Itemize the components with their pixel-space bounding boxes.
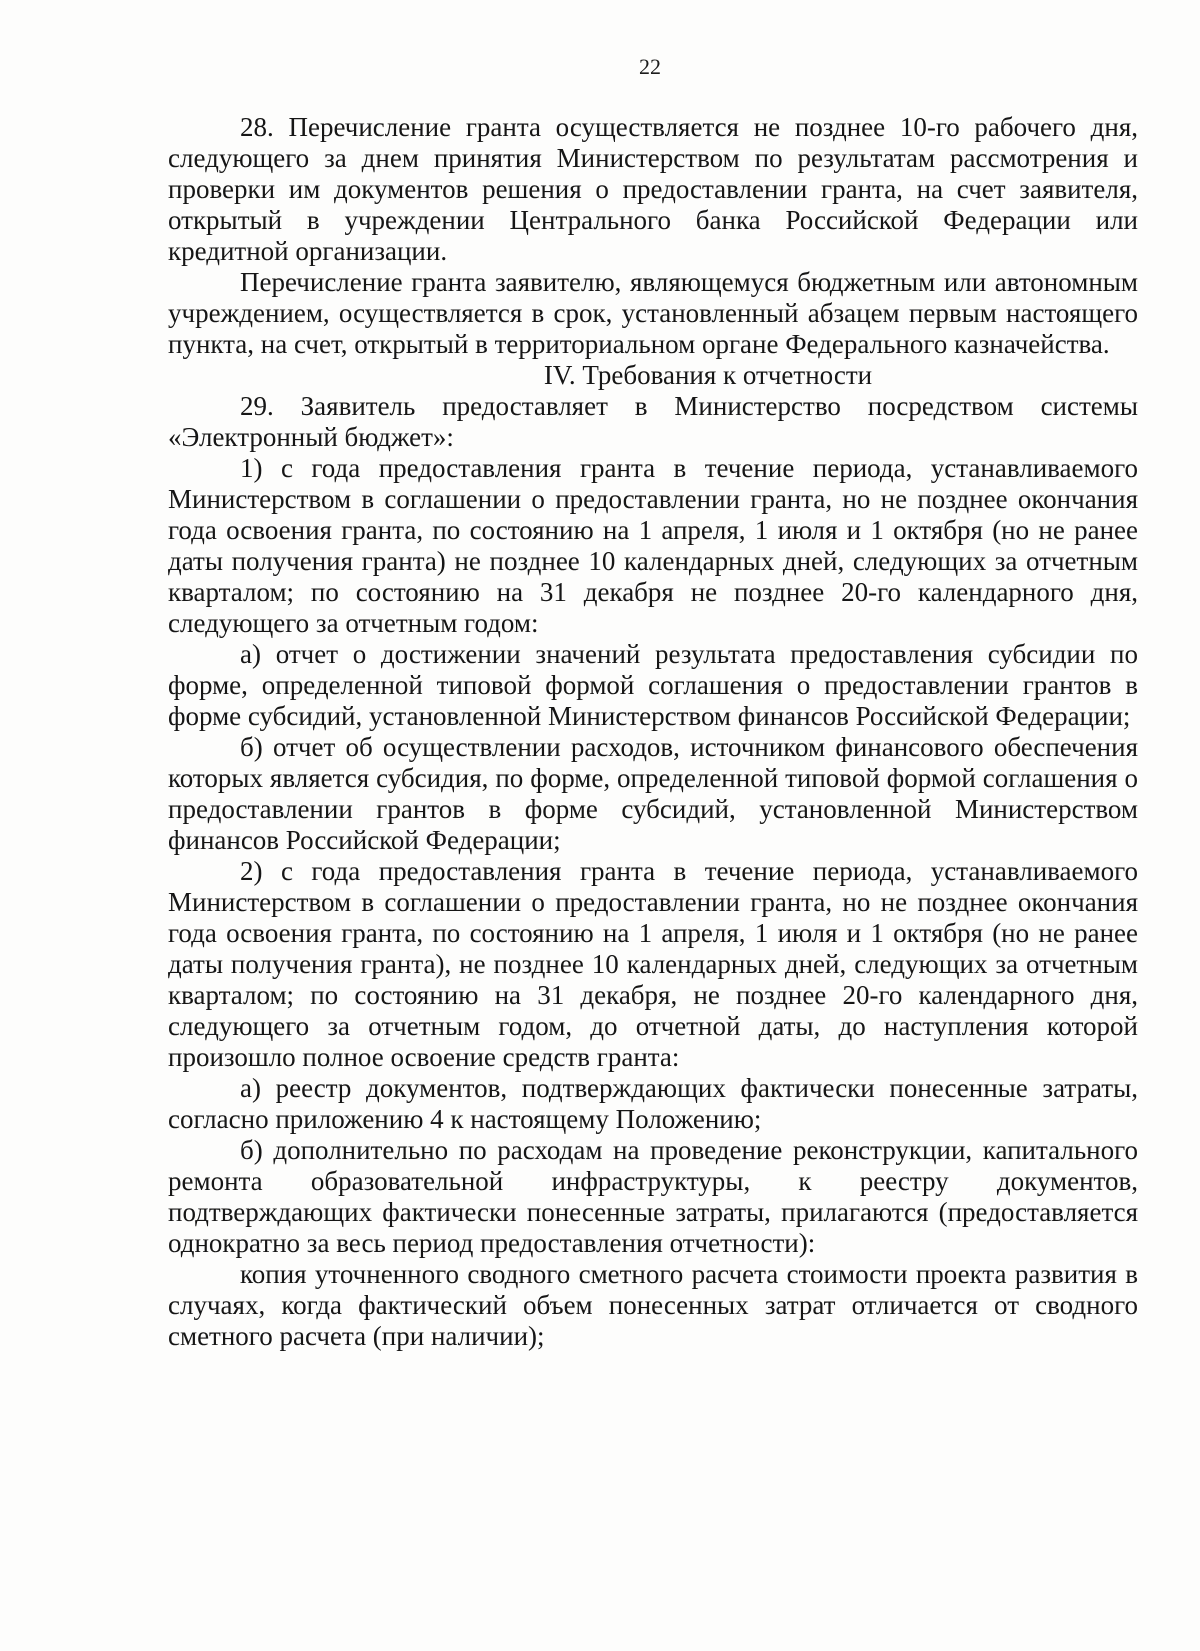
paragraph-29-item-2b: б) дополнительно по расходам на проведение реконструкции, капитального ремонта образовательной инфраструктуры, к реестру документов, подтверждающих фактически понесенные затраты, прилагаются (предоставляется однократно за весь период предоставления отчетности):	[168, 1135, 1138, 1258]
paragraph-29-item-2a: а) реестр документов, подтверждающих фактически понесенные затраты, согласно приложению 4 к настоящему Положению;	[168, 1073, 1138, 1134]
document-body	[168, 112, 1138, 1352]
paragraph-29-item-1a: а) отчет о достижении значений результата предоставления субсидии по форме, определенной типовой формой соглашения о предоставлении грантов в форме субсидий, установленной Министерством финансов Российской Федерации;	[168, 639, 1138, 731]
page-number: 22	[639, 54, 661, 79]
paragraph-29-item-2b-copy: копия уточненного сводного сметного расчета стоимости проекта развития в случаях, когда фактический объем понесенных затрат отличается от сводного сметного расчета (при наличии);	[168, 1259, 1138, 1351]
paragraph-29-item-1: 1) с года предоставления гранта в течение периода, устанавливаемого Министерством в соглашении о предоставлении гранта, но не позднее окончания года освоения гранта, по состоянию на 1 апреля, 1 июля и 1 октября (но не ранее даты получения гранта) не позднее 10 календарных дней, следующих за отчетным кварталом; по состоянию на 31 декабря не позднее 20-го календарного дня, следующего за отчетным годом:	[168, 453, 1138, 638]
paragraph-28: 28. Перечисление гранта осуществляется не позднее 10-го рабочего дня, следующего за днем принятия Министерством по результатам рассмотрения и проверки им документов решения о предоставлении гранта, на счет заявителя, открытый в учреждении Центрального банка Российской Федерации или кредитной организации.	[168, 112, 1138, 266]
section-heading: IV. Требования к отчетности	[543, 360, 873, 390]
paragraph-29-item-1b: б) отчет об осуществлении расходов, источником финансового обеспечения которых является субсидия, по форме, определенной типовой формой соглашения о предоставлении грантов в форме субсидий, установленной Министерством финансов Российской Федерации;	[168, 732, 1138, 855]
paragraph-28-second: Перечисление гранта заявителю, являющемуся бюджетным или автономным учреждением, осуществляется в срок, установленный абзацем первым настоящего пункта, на счет, открытый в территориальном органе Федерального казначейства.	[168, 267, 1138, 359]
paragraph-29-item-2: 2) с года предоставления гранта в течение периода, устанавливаемого Министерством в соглашении о предоставлении гранта, но не позднее окончания года освоения гранта, по состоянию на 1 апреля, 1 июля и 1 октября (но не ранее даты получения гранта), не позднее 10 календарных дней, следующих за отчетным кварталом; по состоянию на 31 декабря, не позднее 20-го календарного дня, следующего за отчетным годом, до отчетной даты, до наступления которой произошло полное освоение средств гранта:	[168, 856, 1138, 1072]
paragraph-29: 29. Заявитель предоставляет в Министерство посредством системы «Электронный бюджет»:	[168, 391, 1138, 452]
